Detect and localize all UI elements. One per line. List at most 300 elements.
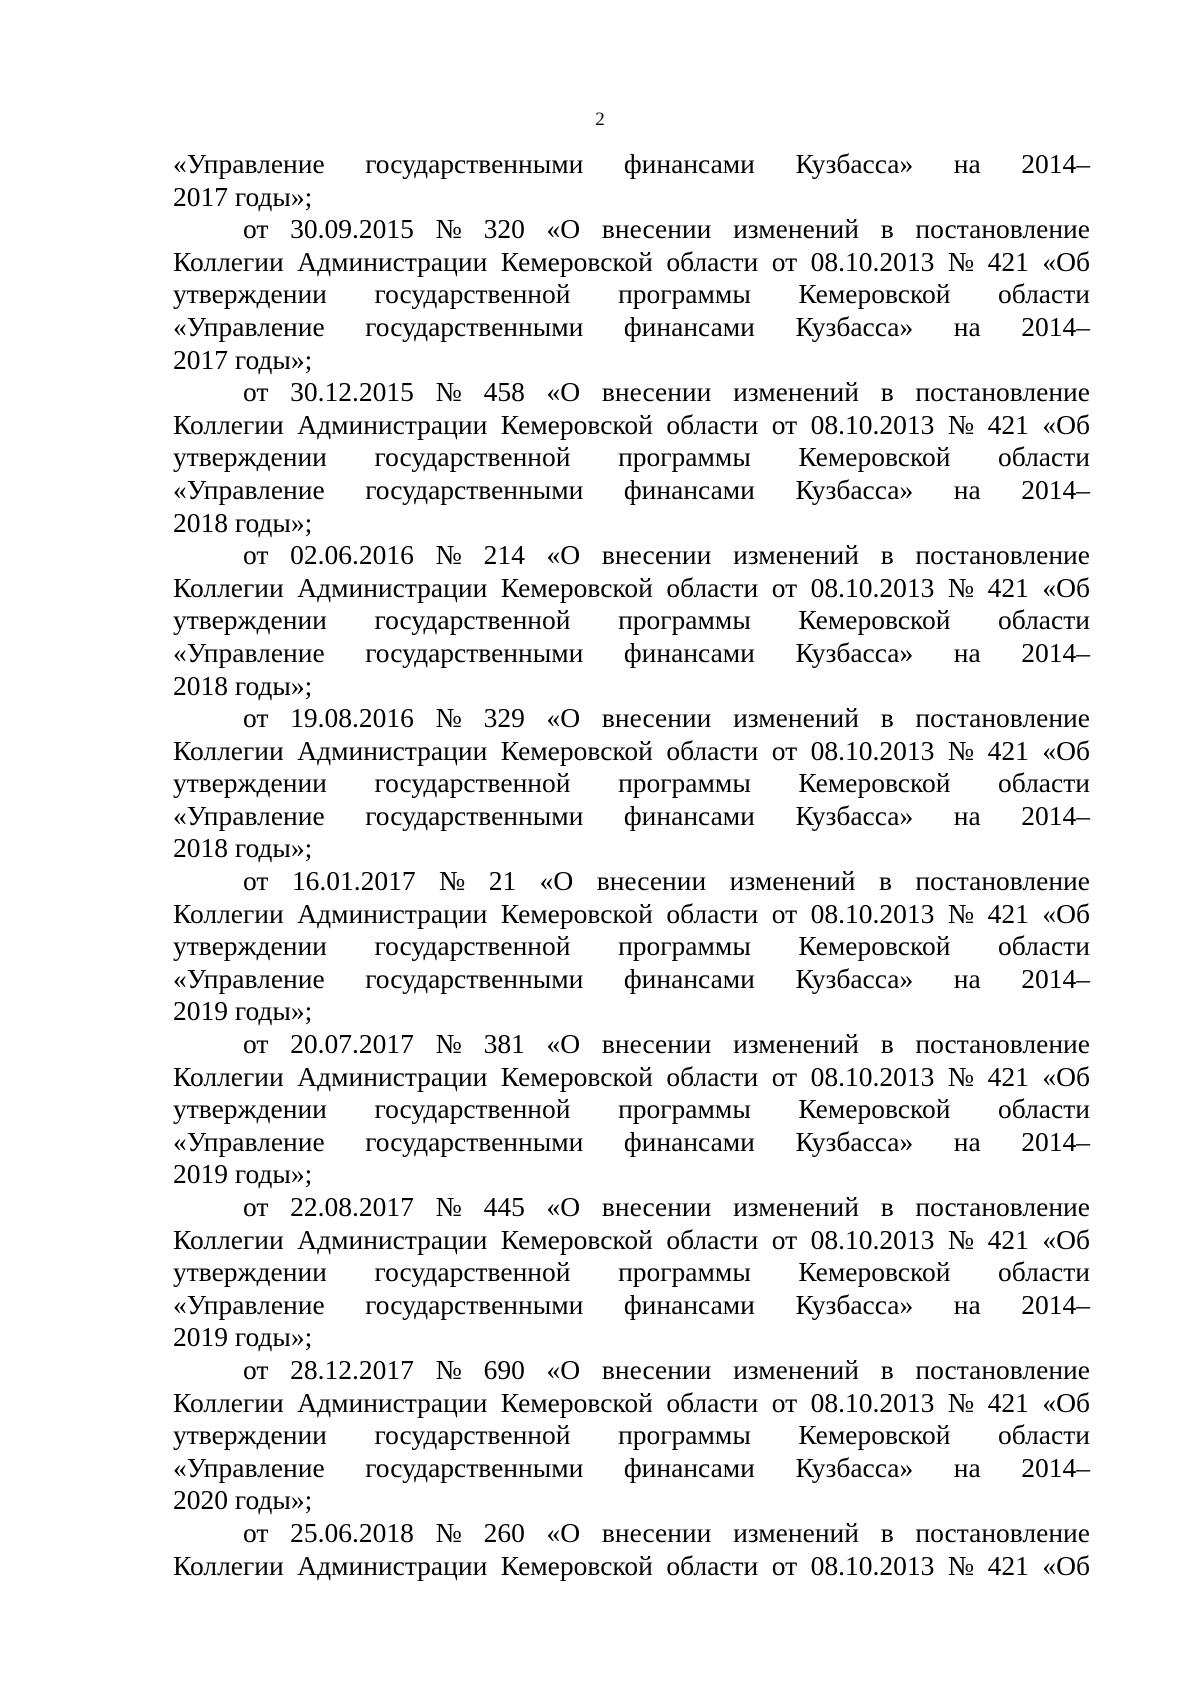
word: утверждении [173,1256,327,1288]
word: от [771,1060,798,1092]
word: от [243,213,269,245]
word: Коллегии [173,1223,284,1255]
word: от [243,376,269,408]
word: в [880,1516,894,1548]
word: № [947,1549,975,1581]
word: изменений [729,865,856,897]
word: Кемеровской [500,1549,653,1581]
word: внесении [596,865,707,897]
word: государственными [365,148,584,179]
paragraph-line [173,1550,1090,1583]
word: области [666,571,759,603]
paragraph-line [173,1387,1090,1420]
word: финансами [623,799,755,831]
paragraph-line [173,604,1090,637]
word: № [947,1386,975,1418]
word: утверждении [173,441,327,473]
entry-first-line [173,376,1090,409]
word: области [666,1060,759,1092]
word: Коллегии [173,245,284,277]
paragraph-line [173,1224,1090,1257]
word: 2014– [1021,962,1090,994]
word: области [998,767,1090,799]
word: 2014– [1021,310,1090,342]
word: постановление [915,213,1090,245]
word: программы [618,441,751,473]
word: государственной [374,604,571,636]
word: № [947,408,975,440]
paragraph-line [173,409,1090,442]
word: области [666,408,759,440]
word: внесении [601,1191,712,1222]
word: Кемеровской [500,734,653,766]
paragraph-line-end: 2019 годы»; [173,1321,313,1353]
paragraph-line [173,246,1090,279]
word: 08.10.2013 [810,408,935,440]
word: от [243,1028,269,1060]
word: «Управление [173,148,325,179]
word: на [953,636,981,668]
word: изменений [733,1028,859,1060]
word: изменений [733,702,859,734]
word: программы [618,1419,751,1451]
word: области [666,1549,759,1581]
word: Кемеровской [798,604,951,636]
word: «О [546,376,581,408]
word: 2014– [1021,1288,1090,1320]
paragraph-line [173,1289,1090,1322]
word: Администрации [297,734,488,766]
word: на [953,1451,981,1483]
word: области [666,245,759,277]
word: 690 [483,1353,525,1385]
word: внесении [601,376,712,408]
word: утверждении [173,1093,327,1125]
word: Кемеровской [500,897,653,929]
word: государственными [365,962,584,994]
word: № [435,376,462,408]
word: 260 [483,1516,525,1548]
word: на [953,310,981,342]
paragraph-line-end: 2018 годы»; [173,669,313,701]
word: от [771,408,798,440]
word: Кузбасса» [795,473,914,505]
word: Администрации [297,1060,488,1092]
word: № [435,539,462,571]
word: Коллегии [173,1060,284,1092]
word: государственной [374,767,571,799]
word: государственной [374,278,571,310]
entry-first-line [173,1354,1090,1387]
word: 2014– [1021,636,1090,668]
word: 381 [483,1028,525,1060]
word: на [953,962,981,994]
word: Кемеровской [500,1386,653,1418]
word: «О [546,213,581,245]
paragraph-line [173,311,1090,344]
paragraph-line [173,441,1090,474]
word: № [435,213,462,245]
word: «Об [1042,571,1090,603]
word: 02.06.2016 [290,539,414,571]
document-body [173,148,1090,1582]
word: Кемеровской [798,441,951,473]
word: Администрации [297,1549,488,1581]
word: Коллегии [173,571,284,603]
word: 16.01.2017 [291,865,416,897]
word: 320 [483,213,525,245]
word: «Управление [173,310,325,342]
word: «Об [1042,897,1090,929]
paragraph-line [173,1256,1090,1289]
word: Кемеровской [798,278,951,310]
word: «Об [1042,1386,1090,1418]
word: Коллегии [173,1549,284,1581]
word: постановление [915,1353,1090,1385]
word: изменений [733,1191,859,1222]
paragraph-line [173,1093,1090,1126]
word: финансами [623,1125,755,1157]
word: Администрации [297,897,488,929]
word: 421 [987,897,1029,929]
paragraph-line [173,1419,1090,1452]
word: на [953,473,981,505]
word: Кемеровской [798,1419,951,1451]
word: 08.10.2013 [810,897,935,929]
word: на [953,1288,981,1320]
word: Кемеровской [798,767,951,799]
word: № [947,1060,975,1092]
paragraph-line-end: 2019 годы»; [173,1158,313,1190]
word: 458 [483,376,525,408]
word: 421 [987,734,1029,766]
paragraph-line [173,474,1090,507]
word: «О [546,1516,581,1548]
entry-first-line [173,865,1090,898]
word: «О [539,865,574,897]
word: от [243,1191,269,1222]
word: № [435,1516,462,1548]
word: Кузбасса» [795,148,914,179]
word: постановление [915,376,1090,408]
word: в [878,865,892,897]
word: утверждении [173,930,327,962]
word: 25.06.2018 [290,1516,414,1548]
word: государственной [374,1256,571,1288]
word: Коллегии [173,1386,284,1418]
word: от [771,1549,798,1581]
word: области [666,1386,759,1418]
word: 08.10.2013 [810,1223,935,1255]
word: 21 [488,865,517,897]
word: государственной [374,930,571,962]
word: Администрации [297,1223,488,1255]
word: в [880,1191,894,1222]
word: 2014– [1021,148,1090,179]
word: в [880,539,894,571]
word: программы [618,1093,751,1125]
word: внесении [601,539,712,571]
paragraph-line [173,800,1090,833]
entry-first-line [173,539,1090,572]
paragraph-line [173,572,1090,605]
word: постановление [915,1516,1090,1548]
word: Кемеровской [500,245,653,277]
word: «О [546,1353,581,1385]
word: финансами [623,1288,755,1320]
word: Администрации [297,408,488,440]
word: государственными [365,1451,584,1483]
word: «Об [1042,1060,1090,1092]
word: Кузбасса» [795,1125,914,1157]
word: 30.12.2015 [290,376,414,408]
word: Администрации [297,1386,488,1418]
word: от [771,571,798,603]
paragraph-line-end: 2017 годы»; [173,180,313,212]
word: 08.10.2013 [810,1549,935,1581]
word: Кемеровской [798,930,951,962]
word: № [947,245,975,277]
word: № [435,702,462,734]
word: области [666,897,759,929]
word: Кемеровской [798,1256,951,1288]
word: 421 [987,571,1029,603]
paragraph-line [173,898,1090,931]
word: 28.12.2017 [290,1353,414,1385]
word: 329 [483,702,525,734]
word: 30.09.2015 [290,213,414,245]
word: Кузбасса» [795,799,914,831]
word: Кемеровской [500,408,653,440]
word: «Об [1042,1223,1090,1255]
word: государственными [365,310,584,342]
word: государственными [365,799,584,831]
word: Кузбасса» [795,1288,914,1320]
word: «О [546,1028,581,1060]
paragraph-line-end: 2019 годы»; [173,995,313,1027]
word: финансами [623,473,755,505]
word: утверждении [173,767,327,799]
word: «Управление [173,962,325,994]
page-number: 2 [595,109,605,130]
word: № [947,897,975,929]
word: программы [618,1256,751,1288]
word: изменений [733,376,859,408]
word: области [998,278,1090,310]
word: внесении [601,1516,712,1548]
word: Кемеровской [500,571,653,603]
paragraph-line [173,963,1090,996]
word: 214 [483,539,525,571]
paragraph-line [173,930,1090,963]
paragraph-line-end: 2018 годы»; [173,832,313,864]
word: «Об [1042,408,1090,440]
paragraph-line [173,1126,1090,1159]
word: государственными [365,473,584,505]
word: «Управление [173,473,325,505]
word: области [666,1223,759,1255]
word: изменений [733,539,859,571]
word: «О [546,539,581,571]
word: Кемеровской [500,1223,653,1255]
word: № [435,1028,462,1060]
word: Администрации [297,571,488,603]
entry-first-line [173,1028,1090,1061]
word: области [998,1093,1090,1125]
word: № [947,571,975,603]
word: «О [546,702,581,734]
word: постановление [915,702,1090,734]
paragraph-line [173,637,1090,670]
word: Кузбасса» [795,310,914,342]
word: области [998,604,1090,636]
word: программы [618,930,751,962]
word: 08.10.2013 [810,1386,935,1418]
word: 421 [987,408,1029,440]
word: «Управление [173,1288,325,1320]
word: внесении [601,213,712,245]
word: на [953,799,981,831]
word: программы [618,767,751,799]
word: Коллегии [173,897,284,929]
word: области [666,734,759,766]
word: от [243,1353,269,1385]
word: 2014– [1021,473,1090,505]
word: 08.10.2013 [810,245,935,277]
word: 08.10.2013 [810,1060,935,1092]
word: в [880,702,894,734]
paragraph-line [173,278,1090,311]
word: внесении [601,1028,712,1060]
word: 421 [987,1060,1029,1092]
word: программы [618,604,751,636]
paragraph-line [173,1452,1090,1485]
paragraph-line-end: 2017 годы»; [173,343,313,375]
word: постановление [915,539,1090,571]
word: 22.08.2017 [290,1191,414,1222]
paragraph-line-end: 2018 годы»; [173,506,313,538]
word: государственной [374,1093,571,1125]
word: 421 [987,245,1029,277]
word: 19.08.2016 [290,702,414,734]
word: от [243,539,269,571]
word: на [953,148,981,179]
word: финансами [623,310,755,342]
word: Кузбасса» [795,636,914,668]
word: «Управление [173,1451,325,1483]
word: постановление [915,1028,1090,1060]
paragraph-line [173,148,1090,181]
word: области [998,1256,1090,1288]
word: от [243,702,269,734]
paragraph-line [173,1061,1090,1094]
word: Кемеровской [798,1093,951,1125]
word: «Управление [173,636,325,668]
word: в [880,1028,894,1060]
word: «Управление [173,799,325,831]
word: в [880,376,894,408]
word: от [771,1386,798,1418]
word: Коллегии [173,734,284,766]
paragraph-line-end: 2020 годы»; [173,1484,313,1516]
word: 421 [987,1223,1029,1255]
word: государственными [365,636,584,668]
word: 08.10.2013 [810,734,935,766]
word: 421 [987,1386,1029,1418]
word: 2014– [1021,1125,1090,1157]
word: финансами [623,1451,755,1483]
word: программы [618,278,751,310]
word: финансами [623,636,755,668]
word: изменений [733,213,859,245]
word: государственной [374,441,571,473]
word: Кемеровской [500,1060,653,1092]
word: области [998,930,1090,962]
word: Кузбасса» [795,962,914,994]
word: 2014– [1021,1451,1090,1483]
word: «Об [1042,245,1090,277]
word: «О [546,1191,581,1222]
word: № [947,734,975,766]
word: Администрации [297,245,488,277]
word: «Об [1042,1549,1090,1581]
entry-first-line [173,1191,1090,1224]
word: 445 [483,1191,525,1222]
word: от [771,734,798,766]
word: № [435,1191,462,1222]
word: государственной [374,1419,571,1451]
word: изменений [733,1353,859,1385]
word: 2014– [1021,799,1090,831]
entry-first-line [173,1517,1090,1550]
word: в [880,1353,894,1385]
word: утверждении [173,604,327,636]
word: в [880,213,894,245]
entry-first-line [173,213,1090,246]
word: внесении [601,702,712,734]
word: на [953,1125,981,1157]
paragraph-line [173,767,1090,800]
word: 08.10.2013 [810,571,935,603]
word: «Об [1042,734,1090,766]
word: постановление [915,865,1090,897]
word: от [771,897,798,929]
word: № [435,1353,462,1385]
word: финансами [623,962,755,994]
word: области [998,441,1090,473]
word: утверждении [173,1419,327,1451]
word: области [998,1419,1090,1451]
word: № [439,865,466,897]
word: «Управление [173,1125,325,1157]
word: постановление [915,1191,1090,1222]
word: Коллегии [173,408,284,440]
word: № [947,1223,975,1255]
word: Кузбасса» [795,1451,914,1483]
word: изменений [733,1516,859,1548]
entry-first-line [173,702,1090,735]
word: от [771,245,798,277]
word: внесении [601,1353,712,1385]
paragraph-line [173,735,1090,768]
word: утверждении [173,278,327,310]
word: государственными [365,1125,584,1157]
word: от [243,865,269,897]
word: от [771,1223,798,1255]
word: от [243,1516,269,1548]
word: государственными [365,1288,584,1320]
word: 421 [987,1549,1029,1581]
